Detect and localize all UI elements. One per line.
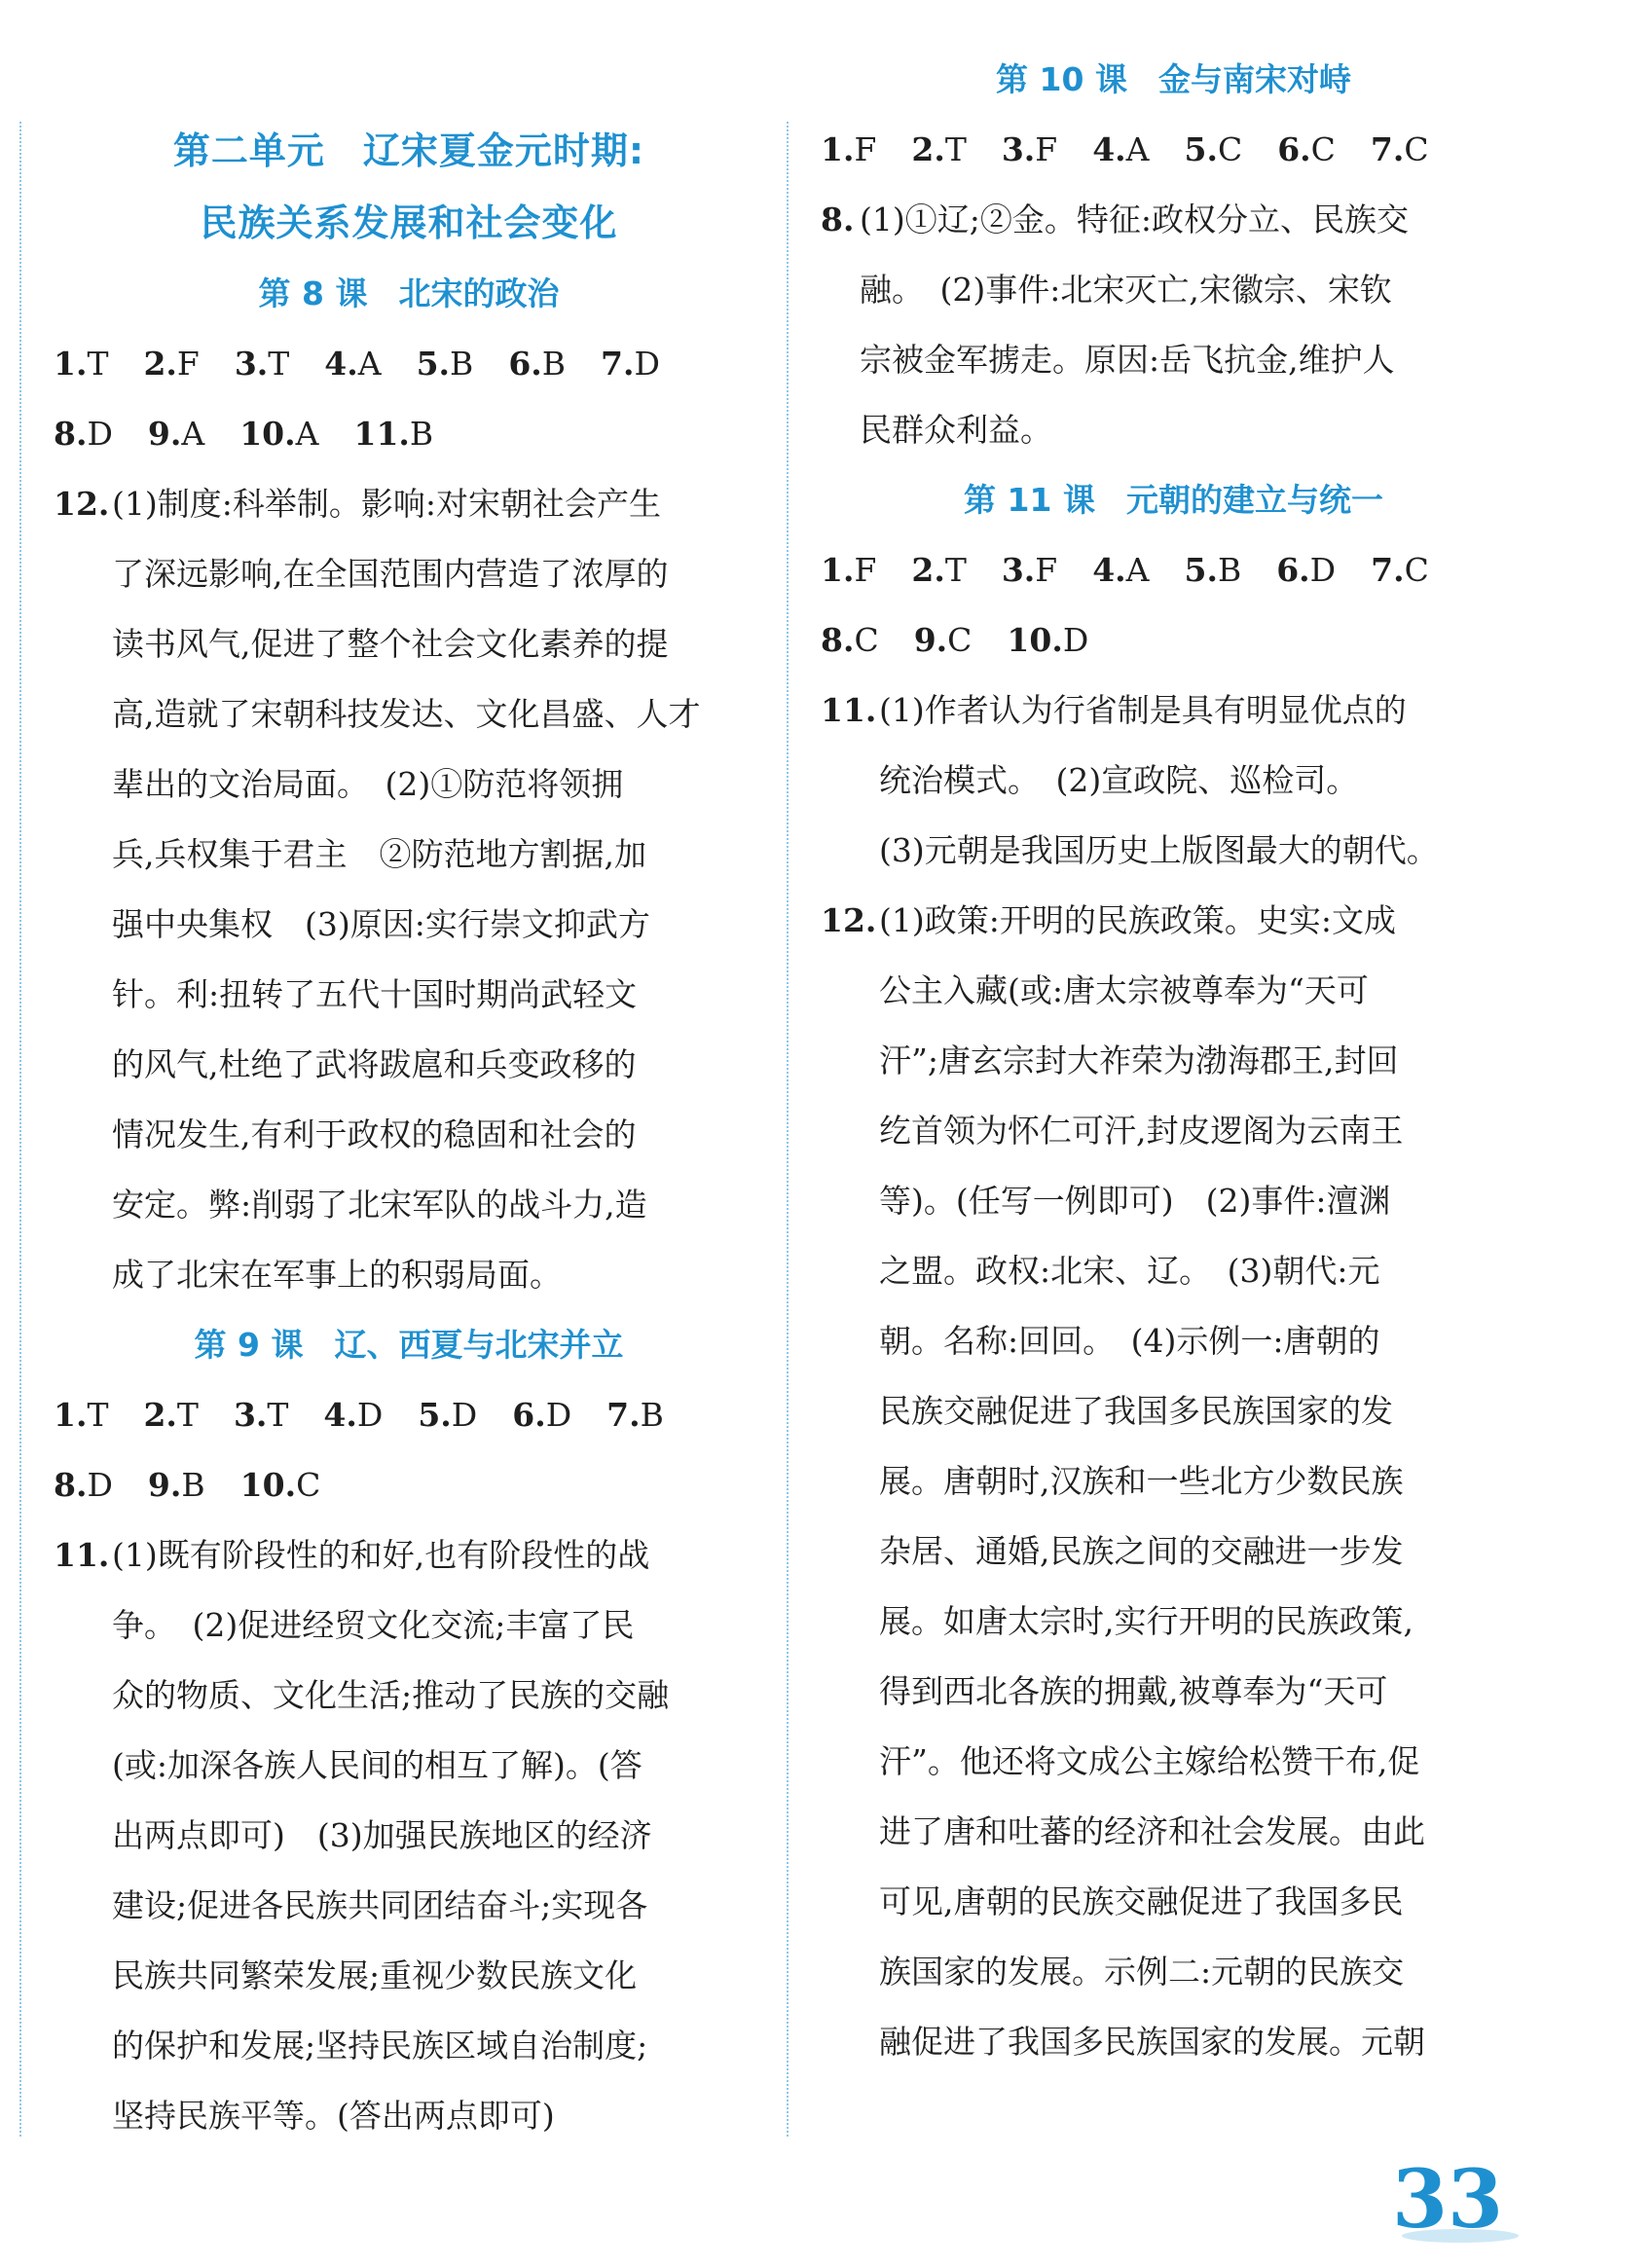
lesson-11-heading <box>821 465 1526 535</box>
lesson-8-title: 北宋的政治 <box>398 274 560 312</box>
answer-letter: B <box>181 1466 205 1504</box>
center-column-rule <box>787 122 789 2137</box>
answer-number: 1. <box>821 551 855 589</box>
answer-number: 5. <box>418 1396 452 1434</box>
answer-item <box>1092 115 1149 185</box>
answer-item <box>235 329 289 399</box>
answer-letter: D <box>545 1396 572 1434</box>
answer-number: 2. <box>143 1396 177 1434</box>
answer-number: 3. <box>234 345 269 383</box>
answer-letter: B <box>1217 551 1242 589</box>
answer-letter: D <box>87 415 113 453</box>
answer-item <box>821 605 879 676</box>
question-number: 12. <box>821 901 877 939</box>
answer-item <box>240 1450 321 1520</box>
answer-number: 8. <box>821 621 855 659</box>
answer-number: 3. <box>1001 130 1036 168</box>
answer-number: 1. <box>54 1396 88 1434</box>
answer-number: 5. <box>416 345 451 383</box>
answer-letter: C <box>947 621 973 659</box>
answer-number: 7. <box>601 345 635 383</box>
answer-letter: A <box>1125 130 1150 168</box>
answer-letter: C <box>296 1466 321 1504</box>
answer-letter: B <box>409 415 434 453</box>
answer-item <box>1007 605 1088 676</box>
answer-item <box>911 115 966 185</box>
answer-number: 1. <box>54 345 88 383</box>
answer-number: 1. <box>821 130 855 168</box>
question-answer-text: (1)①辽;②金。特征:政权分立、民族交 融。 (2)事件:北宋灭亡,宋徽宗、宋钦 宗被金军掳走。原因:岳飞抗金,维护人 民群众利益。 <box>860 201 1409 449</box>
lesson-8-question-12 <box>54 469 764 1310</box>
answer-number: 3. <box>233 1396 268 1434</box>
answer-number: 6. <box>508 345 542 383</box>
unit-title-line-1: 第二单元 辽宋夏金元时期: <box>172 129 645 172</box>
answer-item <box>606 1380 664 1450</box>
answer-number: 5. <box>1184 130 1218 168</box>
answer-item <box>1184 535 1241 605</box>
answer-letter: D <box>451 1396 478 1434</box>
answer-number: 4. <box>323 1396 357 1434</box>
lesson-9-answers-row-1 <box>54 1380 764 1450</box>
answer-item <box>323 1380 383 1450</box>
answer-item <box>418 1380 477 1450</box>
answer-number: 10. <box>239 1466 297 1504</box>
answer-item <box>512 1380 571 1450</box>
answer-letter: C <box>1217 130 1243 168</box>
answer-letter: T <box>267 1396 289 1434</box>
lesson-9-number: 第 9 课 <box>194 1326 304 1364</box>
answer-number: 8. <box>54 1466 88 1504</box>
lesson-11-answers-row-2 <box>821 605 1526 676</box>
lesson-8-answers-row-1 <box>54 329 764 399</box>
answer-item <box>234 1380 288 1450</box>
answer-number: 2. <box>911 130 945 168</box>
answer-letter: T <box>87 1396 109 1434</box>
lesson-11-question-12 <box>821 886 1526 2077</box>
answer-item <box>148 1450 205 1520</box>
answer-item <box>54 1380 108 1450</box>
answer-item <box>1092 535 1149 605</box>
answer-item <box>54 329 108 399</box>
lesson-11-title: 元朝的建立与统一 <box>1125 481 1383 519</box>
answer-number: 4. <box>1092 551 1126 589</box>
answer-item <box>54 1450 113 1520</box>
answer-number: 4. <box>1092 130 1126 168</box>
answer-letter: D <box>356 1396 384 1434</box>
answer-letter: C <box>854 621 879 659</box>
answer-item <box>143 1380 198 1450</box>
answer-number: 7. <box>1371 551 1405 589</box>
answer-number: 9. <box>913 621 948 659</box>
right-column <box>821 45 1526 2077</box>
lesson-11-number: 第 11 课 <box>964 481 1095 519</box>
question-answer-text: (1)政策:开明的民族政策。史实:文成 公主入藏(或:唐太宗被尊奉为“天可 汗”;唐玄宗封大祚荣为渤海郡王,封回 纥首领为怀仁可汗,封皮逻阁为云南王 等)。(任写一例即可) (2)事件:澶渊 之盟。政权:北宋、辽。 (3)朝代:元 朝。名称:回回。 (4)示例一:唐朝的 民族交融促进了我国多民族国家的发 展。唐朝时,汉族和一些北方少数民族 杂居、通婚,民族之间的交融进一步发 展。如唐太宗时,实行开明的民族政策, 得到西北各族的拥戴,被尊奉为“天可 汗”。他还将文成公主嫁给松赞干布,促 进了唐和吐蕃的经济和社会发展。由此 可见,唐朝的民族交融促进了我国多民 族国家的发展。示例二:元朝的民族交 融促进了我国多民族国家的发展。元朝 <box>879 901 1425 2061</box>
answer-letter: A <box>1125 551 1150 589</box>
answer-letter: D <box>87 1466 113 1504</box>
answer-item <box>148 399 204 469</box>
lesson-11-question-11 <box>821 676 1526 816</box>
answer-letter: A <box>295 415 319 453</box>
answer-letter: B <box>450 345 474 383</box>
answer-item <box>1002 535 1057 605</box>
question-number: 11. <box>821 691 877 729</box>
left-column-rule <box>19 122 21 2137</box>
answer-item <box>508 329 566 399</box>
answer-number: 8. <box>54 415 88 453</box>
answer-item <box>324 329 381 399</box>
answer-item <box>914 605 973 676</box>
answer-letter: B <box>640 1396 664 1434</box>
unit-title-line-2: 民族关系发展和社会变化 <box>200 201 618 244</box>
answer-number: 11. <box>353 415 410 453</box>
lesson-9-heading <box>54 1310 764 1380</box>
answer-letter: A <box>357 345 382 383</box>
answer-item <box>143 329 199 399</box>
answer-item <box>1002 115 1057 185</box>
lesson-9-title: 辽、西夏与北宋并立 <box>334 1326 624 1364</box>
answer-item <box>1371 535 1429 605</box>
answer-number: 7. <box>1370 130 1405 168</box>
question-answer-text: (1)既有阶段性的和好,也有阶段性的战 争。 (2)促进经贸文化交流;丰富了民 众的物质、文化生活;推动了民族的交融 (或:加深各族人民间的相互了解)。(答 出两点即可) (3)加强民族地区的经济 建设;促进各民族共同团结奋斗;实现各 民族共同繁荣发展;重视少数民族文化 的保护和发展;坚持民族区域自治制度; 坚持民族平等。(答出两点即可) <box>112 1536 670 2135</box>
answer-letter: A <box>181 415 205 453</box>
answer-letter: F <box>1035 130 1058 168</box>
answer-letter: F <box>1035 551 1058 589</box>
answer-letter: D <box>1309 551 1337 589</box>
page-number: 33 <box>1392 2153 1504 2247</box>
answer-letter: T <box>176 1396 199 1434</box>
answer-item <box>1276 535 1336 605</box>
answer-number: 9. <box>147 415 182 453</box>
lesson-8-number: 第 8 课 <box>258 274 368 312</box>
answer-item <box>601 329 660 399</box>
answer-number: 4. <box>324 345 358 383</box>
answer-number: 2. <box>911 551 945 589</box>
question-answer-text: (1)制度:科举制。影响:对宋朝社会产生 了深远影响,在全国范围内营造了浓厚的 读书风气,促进了整个社会文化素养的提 高,造就了宋朝科技发达、文化昌盛、人才 辈出的文治局面。 (2)①防范将领拥 兵,兵权集于君主 ②防范地方割据,加 强中央集权 (3)原因:实行崇文抑武方 针。利:扭转了五代十国时期尚武轻文 的风气,杜绝了武将跋扈和兵变政移的 情况发生,有利于政权的稳固和社会的 安定。弊:削弱了北宋军队的战斗力,造 成了北宋在军事上的积弱局面。 <box>112 485 701 1294</box>
answer-letter: T <box>87 345 109 383</box>
answer-letter: C <box>1404 130 1429 168</box>
answer-number: 6. <box>1276 551 1310 589</box>
question-answer-text: (1)作者认为行省制是具有明显优点的 统治模式。 (2)宣政院、巡检司。 <box>879 691 1407 799</box>
answer-item <box>353 399 433 469</box>
lesson-9-answers-row-2 <box>54 1450 764 1520</box>
lesson-10-heading <box>821 45 1526 115</box>
lesson-8-answers-row-2 <box>54 399 764 469</box>
answer-number: 2. <box>143 345 177 383</box>
lesson-9-question-11 <box>54 1520 764 2151</box>
answer-item <box>821 535 876 605</box>
answer-item <box>911 535 966 605</box>
question-number: 12. <box>54 485 110 523</box>
question-number: 8. <box>821 201 855 238</box>
answer-letter: T <box>944 551 967 589</box>
answer-letter: D <box>634 345 660 383</box>
answer-number: 5. <box>1184 551 1218 589</box>
answer-letter: F <box>854 551 877 589</box>
answer-item <box>1184 115 1242 185</box>
answer-letter: B <box>541 345 567 383</box>
question-number: 11. <box>54 1536 110 1574</box>
lesson-8-heading <box>54 259 764 329</box>
answer-number: 3. <box>1001 551 1036 589</box>
answer-letter: T <box>268 345 290 383</box>
answer-number: 7. <box>606 1396 641 1434</box>
lesson-10-question-8 <box>821 185 1526 465</box>
answer-item <box>821 115 876 185</box>
answer-number: 6. <box>1277 130 1311 168</box>
answer-number: 9. <box>147 1466 182 1504</box>
answer-letter: C <box>1404 551 1429 589</box>
answer-item <box>1371 115 1429 185</box>
answer-letter: F <box>854 130 877 168</box>
lesson-11-answers-row-1 <box>821 535 1526 605</box>
answer-letter: F <box>176 345 200 383</box>
left-column <box>54 115 764 2151</box>
answer-number: 6. <box>512 1396 546 1434</box>
answer-item <box>1277 115 1336 185</box>
answer-item <box>54 399 113 469</box>
answer-letter: T <box>944 130 967 168</box>
answer-item <box>239 399 318 469</box>
lesson-10-number: 第 10 课 <box>996 60 1127 98</box>
lesson-10-answers-row-1 <box>821 115 1526 185</box>
answer-letter: D <box>1062 621 1089 659</box>
lesson-10-title: 金与南宋对峙 <box>1157 60 1351 98</box>
answer-item <box>417 329 474 399</box>
answer-number: 10. <box>239 415 296 453</box>
answer-number: 10. <box>1007 621 1063 659</box>
lesson-11-question-11-part-3: (3)元朝是我国历史上版图最大的朝代。 <box>879 831 1439 869</box>
answer-letter: C <box>1310 130 1336 168</box>
